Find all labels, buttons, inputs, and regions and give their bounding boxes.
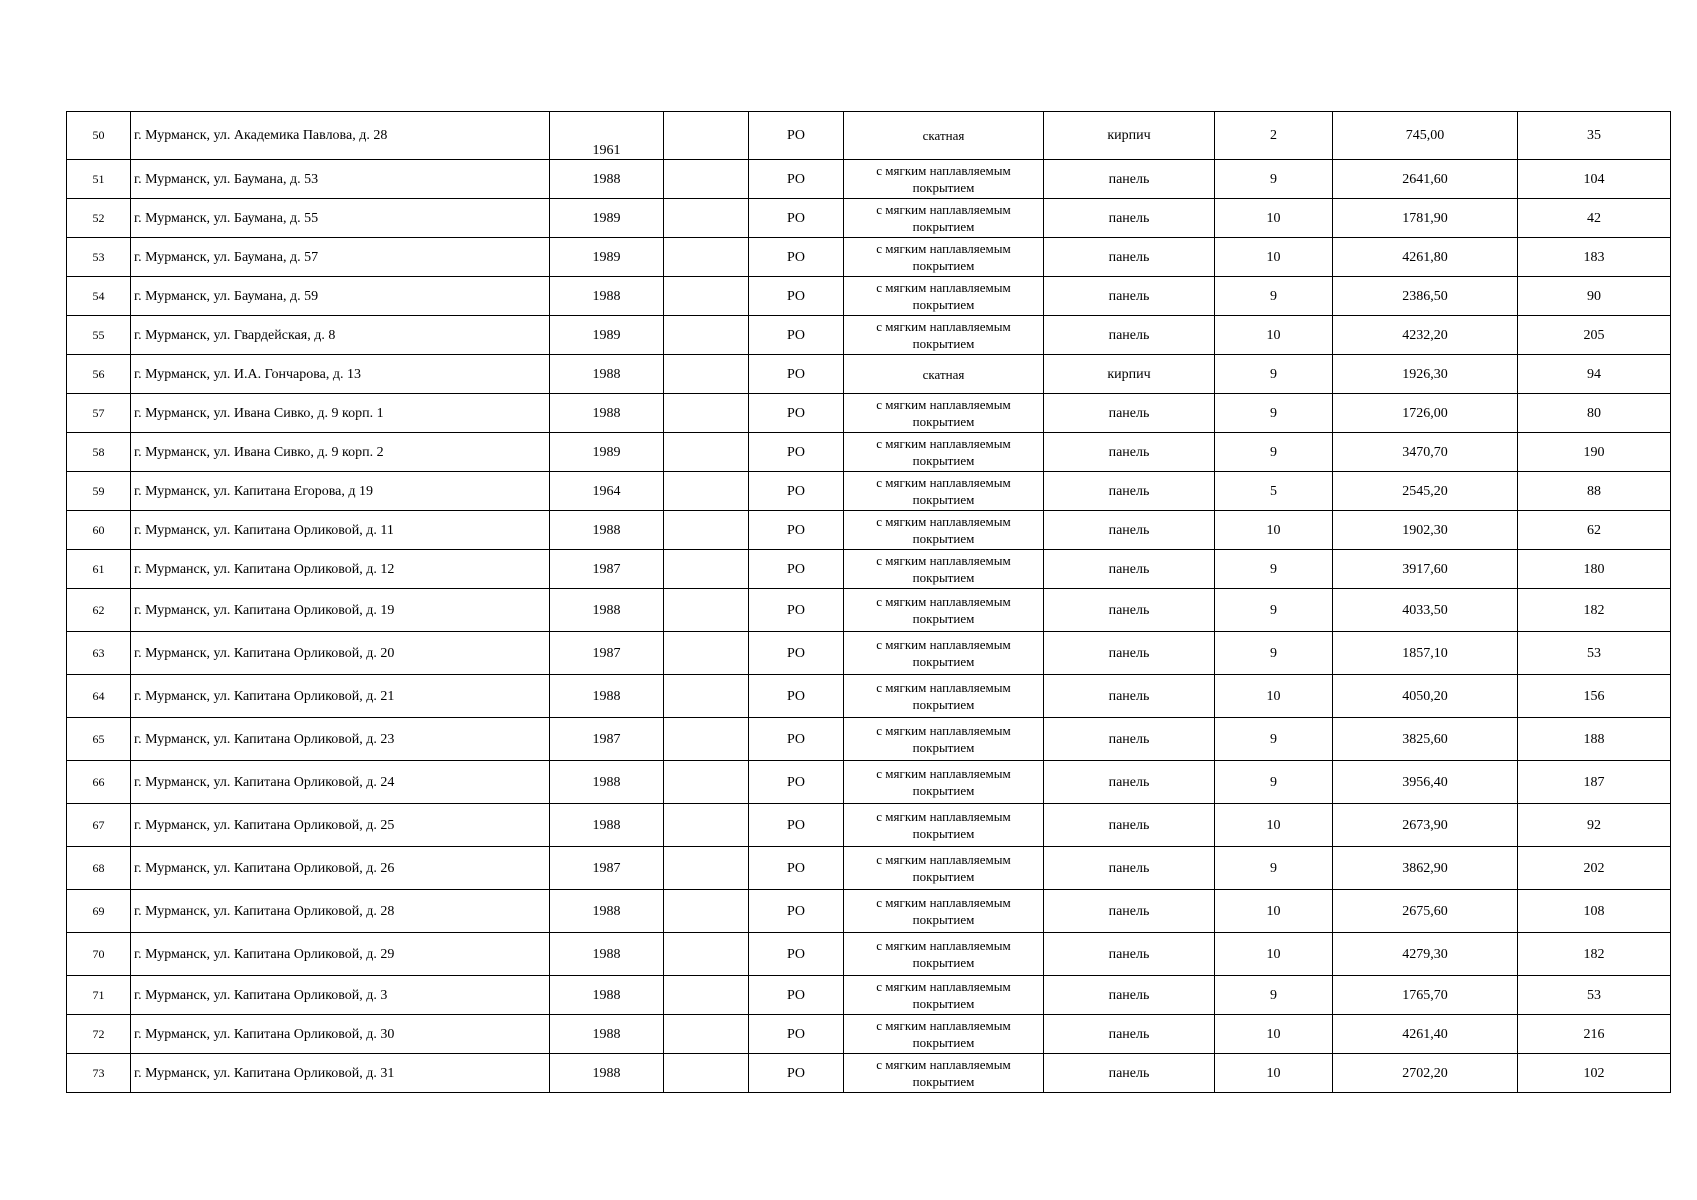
cell-roof-type: с мягким наплавляемым покрытием <box>844 394 1044 433</box>
cell-address: г. Мурманск, ул. Ивана Сивко, д. 9 корп. 2 <box>131 433 550 472</box>
cell-number: 55 <box>67 316 131 355</box>
cell-empty <box>664 589 749 632</box>
cell-category: РО <box>749 550 844 589</box>
cell-roof-type: с мягким наплавляемым покрытием <box>844 316 1044 355</box>
cell-floors: 9 <box>1215 394 1333 433</box>
cell-year: 1988 <box>550 761 664 804</box>
cell-wall-material: панель <box>1044 804 1215 847</box>
cell-floors: 9 <box>1215 433 1333 472</box>
cell-year: 1987 <box>550 550 664 589</box>
cell-wall-material: панель <box>1044 890 1215 933</box>
cell-category: РО <box>749 160 844 199</box>
cell-wall-material: панель <box>1044 433 1215 472</box>
cell-residents: 90 <box>1518 277 1671 316</box>
cell-residents: 190 <box>1518 433 1671 472</box>
cell-area: 4232,20 <box>1333 316 1518 355</box>
cell-category: РО <box>749 199 844 238</box>
table-row <box>67 847 1671 890</box>
cell-area: 1781,90 <box>1333 199 1518 238</box>
cell-floors: 9 <box>1215 761 1333 804</box>
cell-empty <box>664 433 749 472</box>
table-row <box>67 1054 1671 1093</box>
cell-year: 1961 <box>550 112 664 160</box>
cell-residents: 62 <box>1518 511 1671 550</box>
table-row <box>67 394 1671 433</box>
cell-wall-material: панель <box>1044 675 1215 718</box>
table-row <box>67 933 1671 976</box>
cell-area: 4261,80 <box>1333 238 1518 277</box>
cell-residents: 80 <box>1518 394 1671 433</box>
cell-number: 64 <box>67 675 131 718</box>
cell-address: г. Мурманск, ул. Капитана Егорова, д 19 <box>131 472 550 511</box>
cell-empty <box>664 394 749 433</box>
cell-roof-type: с мягким наплавляемым покрытием <box>844 589 1044 632</box>
cell-residents: 180 <box>1518 550 1671 589</box>
cell-empty <box>664 847 749 890</box>
cell-residents: 202 <box>1518 847 1671 890</box>
cell-year: 1988 <box>550 933 664 976</box>
cell-year: 1964 <box>550 472 664 511</box>
cell-address: г. Мурманск, ул. И.А. Гончарова, д. 13 <box>131 355 550 394</box>
cell-residents: 53 <box>1518 976 1671 1015</box>
cell-area: 3862,90 <box>1333 847 1518 890</box>
cell-floors: 10 <box>1215 675 1333 718</box>
table-row <box>67 238 1671 277</box>
cell-floors: 9 <box>1215 277 1333 316</box>
cell-residents: 53 <box>1518 632 1671 675</box>
cell-roof-type: с мягким наплавляемым покрытием <box>844 472 1044 511</box>
cell-year: 1989 <box>550 316 664 355</box>
cell-residents: 88 <box>1518 472 1671 511</box>
cell-address: г. Мурманск, ул. Капитана Орликовой, д. 28 <box>131 890 550 933</box>
cell-area: 3825,60 <box>1333 718 1518 761</box>
cell-number: 52 <box>67 199 131 238</box>
cell-year: 1988 <box>550 355 664 394</box>
cell-year: 1989 <box>550 199 664 238</box>
cell-residents: 182 <box>1518 589 1671 632</box>
cell-address: г. Мурманск, ул. Капитана Орликовой, д. 3 <box>131 976 550 1015</box>
cell-year: 1988 <box>550 675 664 718</box>
cell-number: 59 <box>67 472 131 511</box>
cell-roof-type: с мягким наплавляемым покрытием <box>844 511 1044 550</box>
cell-number: 53 <box>67 238 131 277</box>
cell-year: 1988 <box>550 890 664 933</box>
cell-number: 70 <box>67 933 131 976</box>
cell-year: 1988 <box>550 1054 664 1093</box>
cell-number: 54 <box>67 277 131 316</box>
cell-category: РО <box>749 238 844 277</box>
cell-roof-type: с мягким наплавляемым покрытием <box>844 761 1044 804</box>
cell-wall-material: панель <box>1044 1015 1215 1054</box>
cell-category: РО <box>749 718 844 761</box>
cell-area: 1857,10 <box>1333 632 1518 675</box>
cell-wall-material: панель <box>1044 199 1215 238</box>
cell-wall-material: кирпич <box>1044 112 1215 160</box>
table-row <box>67 976 1671 1015</box>
cell-area: 2673,90 <box>1333 804 1518 847</box>
cell-residents: 216 <box>1518 1015 1671 1054</box>
cell-residents: 183 <box>1518 238 1671 277</box>
cell-wall-material: кирпич <box>1044 355 1215 394</box>
cell-year: 1988 <box>550 976 664 1015</box>
table-body <box>67 112 1671 1093</box>
cell-address: г. Мурманск, ул. Баумана, д. 55 <box>131 199 550 238</box>
table-row <box>67 761 1671 804</box>
cell-wall-material: панель <box>1044 761 1215 804</box>
cell-floors: 9 <box>1215 589 1333 632</box>
cell-category: РО <box>749 847 844 890</box>
table-row <box>67 890 1671 933</box>
cell-area: 4279,30 <box>1333 933 1518 976</box>
cell-address: г. Мурманск, ул. Баумана, д. 59 <box>131 277 550 316</box>
cell-residents: 94 <box>1518 355 1671 394</box>
cell-roof-type: с мягким наплавляемым покрытием <box>844 160 1044 199</box>
cell-floors: 10 <box>1215 1015 1333 1054</box>
cell-year: 1989 <box>550 238 664 277</box>
cell-area: 2641,60 <box>1333 160 1518 199</box>
cell-roof-type: с мягким наплавляемым покрытием <box>844 550 1044 589</box>
cell-roof-type: с мягким наплавляемым покрытием <box>844 804 1044 847</box>
cell-residents: 104 <box>1518 160 1671 199</box>
cell-year: 1988 <box>550 277 664 316</box>
cell-wall-material: панель <box>1044 976 1215 1015</box>
cell-empty <box>664 277 749 316</box>
cell-wall-material: панель <box>1044 316 1215 355</box>
cell-wall-material: панель <box>1044 933 1215 976</box>
cell-roof-type: с мягким наплавляемым покрытием <box>844 199 1044 238</box>
cell-roof-type: с мягким наплавляемым покрытием <box>844 675 1044 718</box>
table-row <box>67 804 1671 847</box>
cell-floors: 9 <box>1215 550 1333 589</box>
cell-area: 2545,20 <box>1333 472 1518 511</box>
cell-roof-type: с мягким наплавляемым покрытием <box>844 933 1044 976</box>
cell-year: 1988 <box>550 511 664 550</box>
cell-number: 51 <box>67 160 131 199</box>
cell-residents: 182 <box>1518 933 1671 976</box>
table-row <box>67 675 1671 718</box>
cell-residents: 42 <box>1518 199 1671 238</box>
cell-address: г. Мурманск, ул. Гвардейская, д. 8 <box>131 316 550 355</box>
cell-empty <box>664 238 749 277</box>
cell-number: 57 <box>67 394 131 433</box>
cell-year: 1987 <box>550 718 664 761</box>
cell-category: РО <box>749 511 844 550</box>
cell-roof-type: с мягким наплавляемым покрытием <box>844 433 1044 472</box>
cell-floors: 10 <box>1215 933 1333 976</box>
cell-empty <box>664 890 749 933</box>
cell-area: 3956,40 <box>1333 761 1518 804</box>
cell-area: 2675,60 <box>1333 890 1518 933</box>
cell-category: РО <box>749 933 844 976</box>
cell-category: РО <box>749 1054 844 1093</box>
cell-category: РО <box>749 394 844 433</box>
cell-roof-type: с мягким наплавляемым покрытием <box>844 238 1044 277</box>
cell-residents: 156 <box>1518 675 1671 718</box>
cell-roof-type: с мягким наплавляемым покрытием <box>844 1015 1044 1054</box>
cell-floors: 10 <box>1215 199 1333 238</box>
cell-roof-type: с мягким наплавляемым покрытием <box>844 632 1044 675</box>
cell-area: 1926,30 <box>1333 355 1518 394</box>
cell-wall-material: панель <box>1044 550 1215 589</box>
cell-address: г. Мурманск, ул. Капитана Орликовой, д. 21 <box>131 675 550 718</box>
table-row <box>67 632 1671 675</box>
table-row <box>67 316 1671 355</box>
cell-roof-type: с мягким наплавляемым покрытием <box>844 277 1044 316</box>
table-row <box>67 550 1671 589</box>
cell-year: 1987 <box>550 632 664 675</box>
table-row <box>67 277 1671 316</box>
table-row <box>67 433 1671 472</box>
cell-number: 65 <box>67 718 131 761</box>
cell-address: г. Мурманск, ул. Баумана, д. 53 <box>131 160 550 199</box>
cell-wall-material: панель <box>1044 277 1215 316</box>
cell-residents: 92 <box>1518 804 1671 847</box>
cell-area: 3917,60 <box>1333 550 1518 589</box>
cell-number: 56 <box>67 355 131 394</box>
cell-number: 63 <box>67 632 131 675</box>
cell-number: 73 <box>67 1054 131 1093</box>
cell-number: 67 <box>67 804 131 847</box>
table-row <box>67 589 1671 632</box>
cell-area: 1902,30 <box>1333 511 1518 550</box>
cell-empty <box>664 1054 749 1093</box>
cell-floors: 9 <box>1215 976 1333 1015</box>
cell-address: г. Мурманск, ул. Капитана Орликовой, д. 25 <box>131 804 550 847</box>
cell-residents: 108 <box>1518 890 1671 933</box>
cell-residents: 205 <box>1518 316 1671 355</box>
cell-floors: 10 <box>1215 804 1333 847</box>
cell-address: г. Мурманск, ул. Капитана Орликовой, д. 30 <box>131 1015 550 1054</box>
cell-address: г. Мурманск, ул. Капитана Орликовой, д. 12 <box>131 550 550 589</box>
cell-category: РО <box>749 472 844 511</box>
cell-empty <box>664 933 749 976</box>
cell-year: 1989 <box>550 433 664 472</box>
cell-year: 1987 <box>550 847 664 890</box>
cell-roof-type: с мягким наплавляемым покрытием <box>844 847 1044 890</box>
cell-area: 2386,50 <box>1333 277 1518 316</box>
cell-address: г. Мурманск, ул. Капитана Орликовой, д. 11 <box>131 511 550 550</box>
cell-category: РО <box>749 355 844 394</box>
cell-year: 1988 <box>550 1015 664 1054</box>
cell-roof-type: с мягким наплавляемым покрытием <box>844 976 1044 1015</box>
cell-area: 2702,20 <box>1333 1054 1518 1093</box>
cell-residents: 102 <box>1518 1054 1671 1093</box>
cell-wall-material: панель <box>1044 472 1215 511</box>
table-row <box>67 112 1671 160</box>
cell-address: г. Мурманск, ул. Капитана Орликовой, д. 29 <box>131 933 550 976</box>
cell-category: РО <box>749 589 844 632</box>
cell-address: г. Мурманск, ул. Капитана Орликовой, д. 23 <box>131 718 550 761</box>
cell-empty <box>664 718 749 761</box>
cell-empty <box>664 511 749 550</box>
cell-address: г. Мурманск, ул. Капитана Орликовой, д. 24 <box>131 761 550 804</box>
table-row <box>67 1015 1671 1054</box>
cell-category: РО <box>749 761 844 804</box>
cell-address: г. Мурманск, ул. Капитана Орликовой, д. 31 <box>131 1054 550 1093</box>
table-row <box>67 472 1671 511</box>
cell-area: 4050,20 <box>1333 675 1518 718</box>
cell-category: РО <box>749 804 844 847</box>
cell-category: РО <box>749 277 844 316</box>
cell-residents: 188 <box>1518 718 1671 761</box>
cell-number: 58 <box>67 433 131 472</box>
cell-number: 68 <box>67 847 131 890</box>
cell-area: 1726,00 <box>1333 394 1518 433</box>
cell-floors: 9 <box>1215 632 1333 675</box>
cell-wall-material: панель <box>1044 511 1215 550</box>
cell-wall-material: панель <box>1044 238 1215 277</box>
housing-table <box>66 111 1671 1093</box>
cell-category: РО <box>749 112 844 160</box>
cell-number: 71 <box>67 976 131 1015</box>
cell-wall-material: панель <box>1044 160 1215 199</box>
cell-area: 745,00 <box>1333 112 1518 160</box>
table-row <box>67 355 1671 394</box>
cell-category: РО <box>749 890 844 933</box>
cell-floors: 10 <box>1215 890 1333 933</box>
cell-number: 72 <box>67 1015 131 1054</box>
cell-number: 62 <box>67 589 131 632</box>
cell-category: РО <box>749 316 844 355</box>
cell-address: г. Мурманск, ул. Капитана Орликовой, д. 26 <box>131 847 550 890</box>
cell-floors: 9 <box>1215 718 1333 761</box>
cell-address: г. Мурманск, ул. Баумана, д. 57 <box>131 238 550 277</box>
cell-year: 1988 <box>550 804 664 847</box>
cell-roof-type: скатная <box>844 355 1044 394</box>
cell-roof-type: скатная <box>844 112 1044 160</box>
cell-roof-type: с мягким наплавляемым покрытием <box>844 718 1044 761</box>
cell-number: 60 <box>67 511 131 550</box>
cell-wall-material: панель <box>1044 847 1215 890</box>
cell-residents: 187 <box>1518 761 1671 804</box>
cell-floors: 9 <box>1215 160 1333 199</box>
cell-wall-material: панель <box>1044 589 1215 632</box>
cell-empty <box>664 160 749 199</box>
cell-area: 3470,70 <box>1333 433 1518 472</box>
cell-wall-material: панель <box>1044 1054 1215 1093</box>
cell-area: 4033,50 <box>1333 589 1518 632</box>
cell-wall-material: панель <box>1044 718 1215 761</box>
table-row <box>67 511 1671 550</box>
table-row <box>67 160 1671 199</box>
cell-floors: 10 <box>1215 238 1333 277</box>
cell-floors: 5 <box>1215 472 1333 511</box>
cell-number: 69 <box>67 890 131 933</box>
cell-empty <box>664 550 749 589</box>
cell-floors: 10 <box>1215 316 1333 355</box>
cell-category: РО <box>749 433 844 472</box>
cell-address: г. Мурманск, ул. Академика Павлова, д. 28 <box>131 112 550 160</box>
cell-number: 66 <box>67 761 131 804</box>
cell-roof-type: с мягким наплавляемым покрытием <box>844 1054 1044 1093</box>
cell-roof-type: с мягким наплавляемым покрытием <box>844 890 1044 933</box>
cell-category: РО <box>749 1015 844 1054</box>
cell-empty <box>664 316 749 355</box>
table-row <box>67 718 1671 761</box>
cell-year: 1988 <box>550 394 664 433</box>
cell-empty <box>664 675 749 718</box>
cell-area: 4261,40 <box>1333 1015 1518 1054</box>
cell-area: 1765,70 <box>1333 976 1518 1015</box>
cell-category: РО <box>749 632 844 675</box>
cell-number: 61 <box>67 550 131 589</box>
cell-address: г. Мурманск, ул. Ивана Сивко, д. 9 корп. 1 <box>131 394 550 433</box>
cell-wall-material: панель <box>1044 632 1215 675</box>
cell-floors: 9 <box>1215 355 1333 394</box>
cell-address: г. Мурманск, ул. Капитана Орликовой, д. 19 <box>131 589 550 632</box>
cell-empty <box>664 1015 749 1054</box>
cell-category: РО <box>749 675 844 718</box>
cell-empty <box>664 804 749 847</box>
cell-wall-material: панель <box>1044 394 1215 433</box>
cell-empty <box>664 112 749 160</box>
cell-category: РО <box>749 976 844 1015</box>
cell-empty <box>664 761 749 804</box>
cell-residents: 35 <box>1518 112 1671 160</box>
cell-floors: 10 <box>1215 1054 1333 1093</box>
cell-number: 50 <box>67 112 131 160</box>
cell-empty <box>664 976 749 1015</box>
cell-floors: 9 <box>1215 847 1333 890</box>
cell-empty <box>664 199 749 238</box>
cell-empty <box>664 355 749 394</box>
table-row <box>67 199 1671 238</box>
cell-year: 1988 <box>550 160 664 199</box>
cell-empty <box>664 472 749 511</box>
cell-year: 1988 <box>550 589 664 632</box>
cell-floors: 10 <box>1215 511 1333 550</box>
cell-floors: 2 <box>1215 112 1333 160</box>
cell-empty <box>664 632 749 675</box>
cell-address: г. Мурманск, ул. Капитана Орликовой, д. 20 <box>131 632 550 675</box>
